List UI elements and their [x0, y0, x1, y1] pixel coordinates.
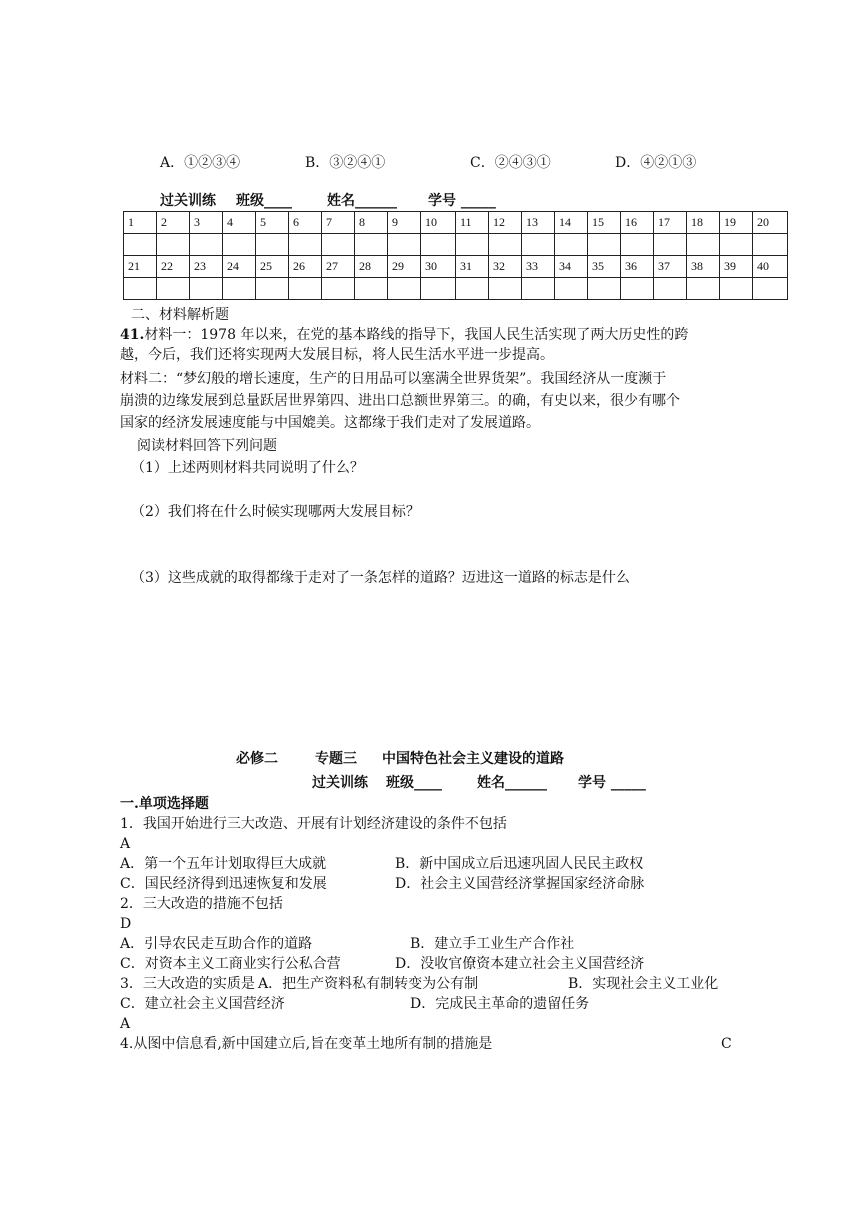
- grid-cell: 16: [621, 212, 654, 234]
- question-2-option-a: A．引导农民走互助合作的道路: [120, 936, 313, 952]
- answer-cell[interactable]: [720, 278, 753, 300]
- answer-cell[interactable]: [289, 278, 322, 300]
- grid-cell: 9: [388, 212, 421, 234]
- answer-cell[interactable]: [720, 234, 753, 256]
- class-field: 班级____: [236, 193, 292, 209]
- question-2-answer: D: [120, 916, 132, 932]
- topic-number: 专题三: [315, 751, 357, 767]
- section2-title: 二、材料解析题: [131, 307, 229, 323]
- grid-cell: 32: [489, 256, 522, 278]
- grid-cell: 21: [124, 256, 157, 278]
- question-1: 1．我国开始进行三大改造、开展有计划经济建设的条件不包括: [120, 816, 507, 832]
- question-1-answer: A: [120, 836, 131, 852]
- grid-cell: 4: [223, 212, 256, 234]
- grid-cell: 6: [289, 212, 322, 234]
- answer-cell[interactable]: [687, 278, 720, 300]
- answer-cell[interactable]: [621, 234, 654, 256]
- grid-cell: 35: [588, 256, 621, 278]
- grid-number-row-1: [124, 212, 788, 234]
- answer-cell[interactable]: [421, 278, 456, 300]
- class-field-2: 班级____: [386, 775, 442, 791]
- question-3-option-a: A．把生产资料私有制转变为公有制: [258, 976, 479, 992]
- answer-cell[interactable]: [588, 234, 621, 256]
- answer-cell[interactable]: [190, 234, 223, 256]
- question-2: 2．三大改造的措施不包括: [120, 896, 283, 912]
- answer-cell[interactable]: [555, 278, 588, 300]
- answer-cell[interactable]: [456, 234, 489, 256]
- grid-cell: 30: [421, 256, 456, 278]
- material-2-line1: 材料二：“梦幻般的增长速度，生产的日用品可以塞满全世界货架”。我国经济从一度濒于: [120, 371, 667, 387]
- answer-cell[interactable]: [355, 234, 388, 256]
- grid-cell: 25: [256, 256, 289, 278]
- question-3-option-d: D．完成民主革命的遗留任务: [410, 996, 590, 1012]
- module-name: 必修二: [236, 751, 278, 767]
- grid-cell: 26: [289, 256, 322, 278]
- question-1-option-c: C．国民经济得到迅速恢复和发展: [120, 876, 327, 892]
- name-field: 姓名______: [327, 193, 397, 209]
- part1-title: 一.单项选择题: [120, 796, 209, 812]
- answer-cell[interactable]: [388, 234, 421, 256]
- material-1-text: 材料一：1978 年以来，在党的基本路线的指导下，我国人民生活实现了两大历史性的跨: [144, 327, 689, 343]
- grid-cell: 8: [355, 212, 388, 234]
- answer-cell[interactable]: [489, 234, 522, 256]
- material-2-line2: 崩溃的边缘发展到总量跃居世界第四、进出口总额世界第三。的确，有史以来，很少有哪个: [120, 393, 680, 409]
- grid-answer-row-1: [124, 234, 788, 256]
- sub-question-2: （2）我们将在什么时候实现哪两大发展目标？: [131, 504, 420, 520]
- grid-cell: 20: [753, 212, 788, 234]
- option-b: B．③②④①: [305, 155, 386, 171]
- grid-cell: 39: [720, 256, 753, 278]
- grid-cell: 5: [256, 212, 289, 234]
- grid-cell: 19: [720, 212, 753, 234]
- student-number-field: 学号 _____: [428, 193, 496, 209]
- grid-cell: 29: [388, 256, 421, 278]
- answer-cell[interactable]: [753, 278, 788, 300]
- answer-cell[interactable]: [157, 278, 190, 300]
- sub-question-3: （3）这些成就的取得都缘于走对了一条怎样的道路？迈进这一道路的标志是什么: [131, 570, 630, 586]
- question-1-option-d: D．社会主义国营经济掌握国家经济命脉: [395, 876, 645, 892]
- student-number-field-2: 学号 _____: [578, 775, 646, 791]
- answer-cell[interactable]: [157, 234, 190, 256]
- question-3: 3．三大改造的实质是: [120, 976, 255, 992]
- question-41-line1: [120, 325, 688, 345]
- grid-cell: 27: [322, 256, 355, 278]
- grid-cell: 22: [157, 256, 190, 278]
- question-2-option-d: D．没收官僚资本建立社会主义国营经济: [395, 956, 645, 972]
- grid-cell: 12: [489, 212, 522, 234]
- answer-cell[interactable]: [322, 234, 355, 256]
- grid-cell: 13: [522, 212, 555, 234]
- grid-cell: 7: [322, 212, 355, 234]
- answer-cell[interactable]: [687, 234, 720, 256]
- answer-cell[interactable]: [289, 234, 322, 256]
- grid-cell: 37: [654, 256, 687, 278]
- grid-cell: 24: [223, 256, 256, 278]
- grid-cell: 34: [555, 256, 588, 278]
- answer-cell[interactable]: [753, 234, 788, 256]
- answer-cell[interactable]: [421, 234, 456, 256]
- answer-cell[interactable]: [355, 278, 388, 300]
- answer-cell[interactable]: [456, 278, 489, 300]
- training-label: 过关训练: [160, 193, 216, 209]
- question-3-answer: A: [120, 1016, 131, 1032]
- answer-cell[interactable]: [190, 278, 223, 300]
- question-3-option-b: B．实现社会主义工业化: [568, 976, 719, 992]
- question-1-option-b: B．新中国成立后迅速巩固人民民主政权: [395, 856, 644, 872]
- answer-cell[interactable]: [223, 234, 256, 256]
- material-2-line3: 国家的经济发展速度能与中国媲美。这都缘于我们走对了发展道路。: [120, 415, 540, 431]
- grid-cell: 40: [753, 256, 788, 278]
- answer-cell[interactable]: [522, 234, 555, 256]
- question-2-option-b: B．建立手工业生产合作社: [410, 936, 575, 952]
- option-a: A．①②③④: [160, 155, 241, 171]
- grid-cell: 18: [687, 212, 720, 234]
- question-1-option-a: A．第一个五年计划取得巨大成就: [120, 856, 327, 872]
- answer-cell[interactable]: [124, 278, 157, 300]
- grid-cell: 3: [190, 212, 223, 234]
- answer-cell[interactable]: [124, 234, 157, 256]
- answer-cell[interactable]: [223, 278, 256, 300]
- question-3-option-c: C．建立社会主义国营经济: [120, 996, 285, 1012]
- page-title: 中国特色社会主义建设的道路: [382, 751, 564, 767]
- reading-prompt: 阅读材料回答下列问题: [137, 438, 277, 454]
- grid-number-row-2: [124, 256, 788, 278]
- answer-cell[interactable]: [621, 278, 654, 300]
- grid-cell: 14: [555, 212, 588, 234]
- training-label-2: 过关训练: [312, 775, 368, 791]
- grid-cell: 15: [588, 212, 621, 234]
- grid-cell: 1: [124, 212, 157, 234]
- answer-cell[interactable]: [522, 278, 555, 300]
- name-field-2: 姓名______: [477, 775, 547, 791]
- grid-cell: 28: [355, 256, 388, 278]
- answer-cell[interactable]: [322, 278, 355, 300]
- grid-cell: 17: [654, 212, 687, 234]
- grid-cell: 31: [456, 256, 489, 278]
- material-1-line2: 越，今后，我们还将实现两大发展目标，将人民生活水平进一步提高。: [120, 347, 554, 363]
- question-4-answer: C: [721, 1036, 732, 1052]
- answer-cell[interactable]: [555, 234, 588, 256]
- question-2-option-c: C．对资本主义工商业实行公私合营: [120, 956, 341, 972]
- question-4: 4.从图中信息看,新中国建立后,旨在变革土地所有制的措施是: [120, 1036, 493, 1052]
- grid-cell: 2: [157, 212, 190, 234]
- answer-cell[interactable]: [489, 278, 522, 300]
- option-d: D．④②①③: [615, 155, 697, 171]
- grid-answer-row-2: [124, 278, 788, 300]
- grid-cell: 10: [421, 212, 456, 234]
- answer-grid: [123, 211, 788, 300]
- answer-cell[interactable]: [654, 278, 687, 300]
- answer-cell[interactable]: [256, 234, 289, 256]
- option-c: C．②④③①: [470, 155, 551, 171]
- grid-cell: 11: [456, 212, 489, 234]
- grid-cell: 23: [190, 256, 223, 278]
- answer-cell[interactable]: [256, 278, 289, 300]
- answer-cell[interactable]: [654, 234, 687, 256]
- question-41-number: 41.: [120, 327, 145, 343]
- answer-cell[interactable]: [588, 278, 621, 300]
- grid-cell: 38: [687, 256, 720, 278]
- grid-cell: 36: [621, 256, 654, 278]
- grid-cell: 33: [522, 256, 555, 278]
- answer-cell[interactable]: [388, 278, 421, 300]
- sub-question-1: （1）上述两则材料共同说明了什么？: [131, 460, 364, 476]
